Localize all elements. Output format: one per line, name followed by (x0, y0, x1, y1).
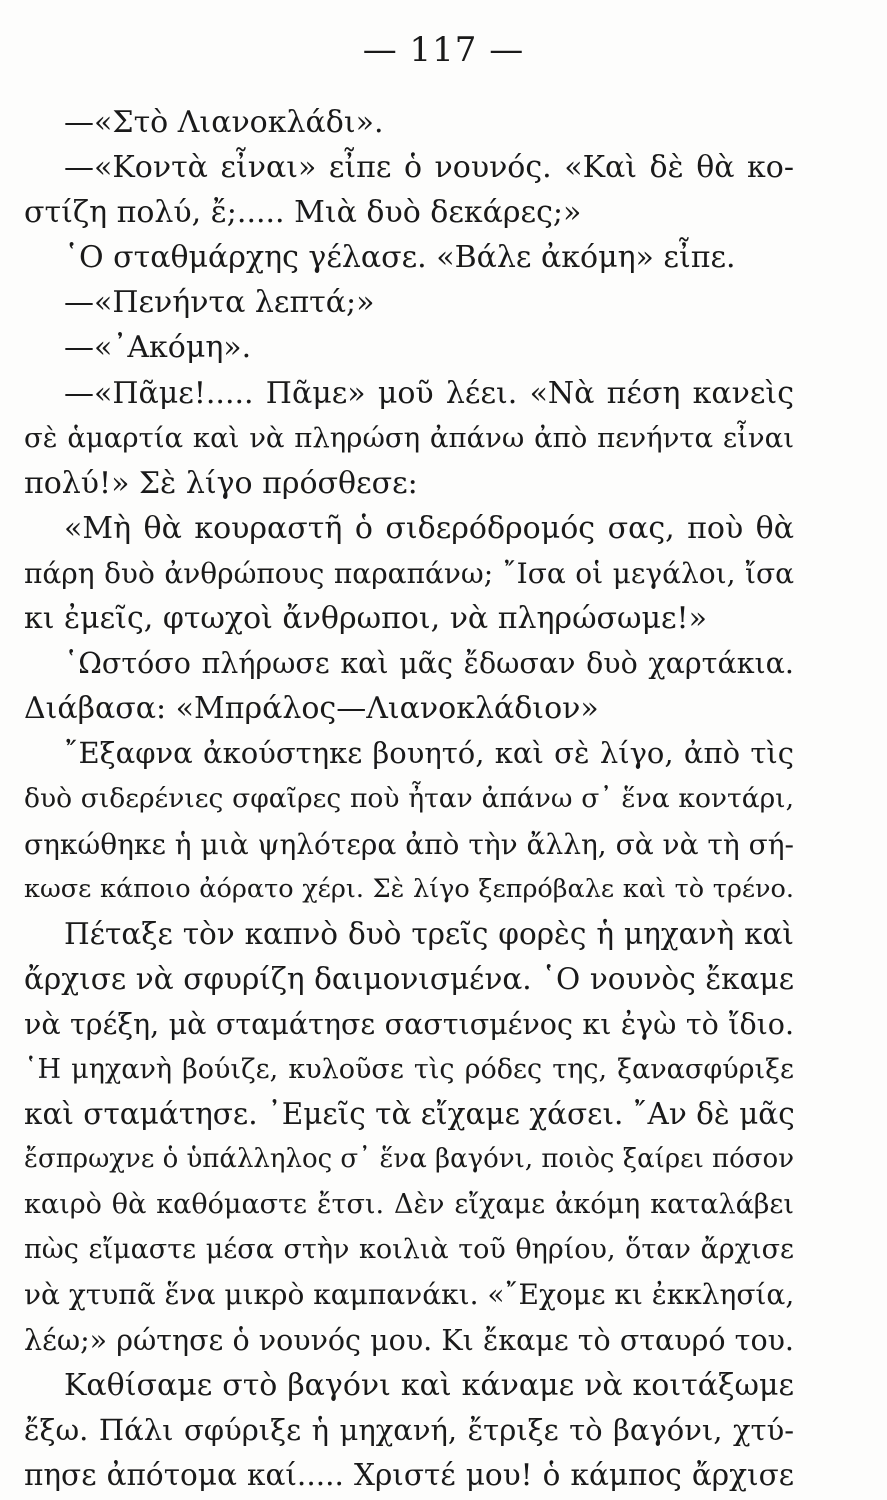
text-line: —«Στὸ Λιανοκλάδι». (64, 105, 384, 140)
text-line: Πέταξε τὸν καπνὸ δυὸ τρεῖς φορὲς ἡ μηχανὴ καὶ (64, 916, 794, 951)
text-line: ῾Ο σταθμάρχης γέλασε. «Βάλε ἀκόμη» εἶπε. (64, 240, 736, 276)
text-line: λέω;» ρώτησε ὁ νουνός μου. Κι ἔκαμε τὸ σταυρό του. (24, 1323, 794, 1357)
page-number: — 117 — (362, 30, 525, 70)
text-line: πησε ἀπότομα καί..... Χριστέ μου! ὁ κάμπος ἄρχισε (24, 1457, 794, 1492)
text-line: σηκώθηκε ἡ μιὰ ψηλότερα ἀπὸ τὴν ἄλλη, σὰ νὰ τὴ σή- (24, 827, 794, 861)
text-line: —«᾿Ακόμη». (64, 330, 252, 366)
text-line: πὼς εἴμαστε μέσα στὴν κοιλιὰ τοῦ θηρίου, ὅταν ἄρχισε (24, 1234, 794, 1266)
text-line: —«Κοντὰ εἶναι» εἶπε ὁ νουνός. «Καὶ δὲ θὰ κο- (64, 150, 794, 186)
text-line: ῎Εξαφνα ἀκούστηκε βουητό, καὶ σὲ λίγο, ἀπὸ τὶς (64, 736, 794, 771)
text-line: ἄρχισε νὰ σφυρίζη δαιμονισμένα. ῾Ο νουνὸς ἔκαμε (24, 961, 794, 996)
text-line: νὰ χτυπᾶ ἕνα μικρὸ καμπανάκι. «῎Εχομε κι ἐκκλησία, (24, 1278, 795, 1312)
text-line: σὲ ἁμαρτία καὶ νὰ πληρώση ἀπάνω ἀπὸ πενήντα εἶναι (24, 421, 794, 454)
text-line: ῾Η μηχανὴ βούιζε, κυλοῦσε τὶς ρόδες της, ξανασφύριξε (24, 1053, 794, 1085)
text-line: στίζη πολύ, ἔ;..... Μιὰ δυὸ δεκάρες;» (24, 195, 582, 231)
text-line: καὶ σταμάτησε. ᾿Εμεῖς τὰ εἴχαμε χάσει. ῎Αν δὲ μᾶς (24, 1097, 795, 1132)
text-line: —«Πᾶμε!..... Πᾶμε» μοῦ λέει. «Νὰ πέση κανεὶς (64, 375, 794, 411)
text-line: ἔξω. Πάλι σφύριξε ἡ μηχανή, ἔτριξε τὸ βαγόνι, χτύ- (24, 1412, 794, 1447)
text-line: «Μὴ θὰ κουραστῆ ὁ σιδερόδρομός σας, ποὺ θὰ (64, 510, 794, 546)
text-line: νὰ τρέξη, μὰ σταμάτησε σαστισμένος κι ἐγὼ τὸ ἴδιο. (24, 1007, 794, 1041)
text-line: ῾Ωστόσο πλήρωσε καὶ μᾶς ἔδωσαν δυὸ χαρτάκια. (64, 647, 794, 681)
text-line: πάρη δυὸ ἀνθρώπους παραπάνω; ῎Ισα οἱ μεγάλοι, ἴσα (24, 556, 794, 590)
text-line: κωσε κάποιο ἀόρατο χέρι. Σὲ λίγο ξεπρόβαλε καὶ τὸ τρένο. (24, 873, 794, 904)
text-line: κι ἐμεῖς, φτωχοὶ ἄνθρωποι, νὰ πληρώσωμε!» (24, 601, 707, 637)
text-line: ἔσπρωχνε ὁ ὑπάλληλος σ᾿ ἕνα βαγόνι, ποιὸς ξαίρει πόσον (24, 1144, 794, 1175)
text-line: καιρὸ θὰ καθόμαστε ἔτσι. Δὲν εἴχαμε ἀκόμη καταλάβει (24, 1189, 794, 1221)
text-line: δυὸ σιδερένιες σφαῖρες ποὺ ἦταν ἀπάνω σ᾿ ἕνα κοντάρι, (24, 783, 794, 815)
text-line: —«Πενήντα λεπτά;» (64, 285, 375, 321)
body-text (24, 100, 794, 1498)
text-line: πολύ!» Σὲ λίγο πρόσθεσε: (24, 465, 418, 501)
text-line: Διάβασα: «Μπράλος—Λιανοκλάδιον» (24, 691, 599, 727)
text-line: Καθίσαμε στὸ βαγόνι καὶ κάναμε νὰ κοιτάξωμε (64, 1367, 794, 1403)
